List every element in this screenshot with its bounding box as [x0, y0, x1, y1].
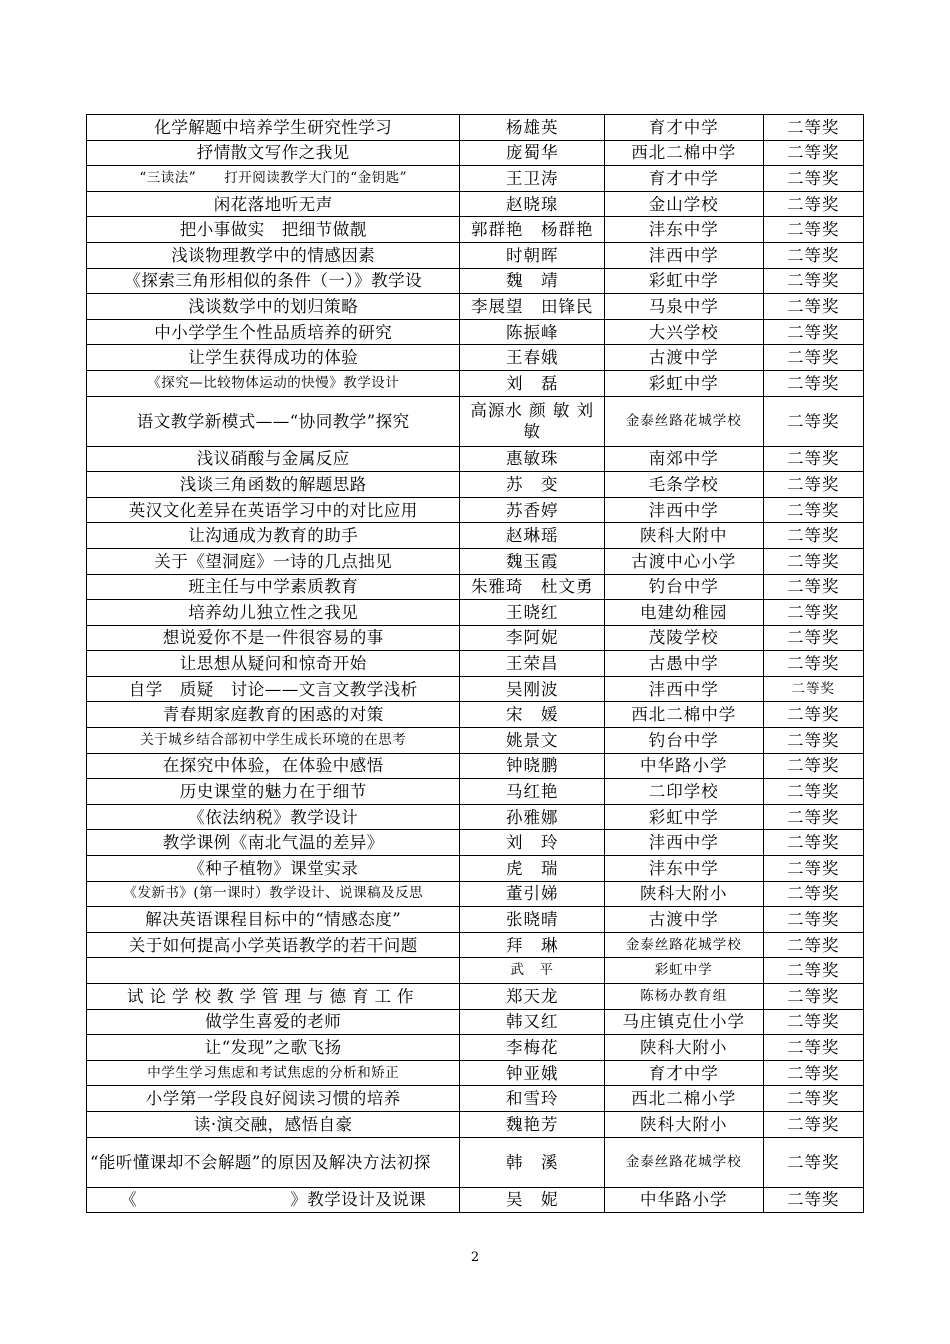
cell-school: 沣西中学 [604, 830, 763, 856]
cell-author: 惠敏珠 [460, 446, 605, 472]
table-row [87, 728, 864, 754]
cell-title: 做学生喜爱的老师 [87, 1009, 460, 1035]
cell-title: 解决英语课程目标中的“情感态度” [87, 907, 460, 933]
cell-award: 二等奖 [763, 574, 863, 600]
cell-award: 二等奖 [763, 1060, 863, 1086]
cell-author: 王春娥 [460, 345, 605, 371]
cell-award: 二等奖 [763, 600, 863, 626]
cell-author: 韩 溪 [460, 1137, 605, 1187]
cell-school: 陕科大附中 [604, 523, 763, 549]
cell-title: 浅谈三角函数的解题思路 [87, 472, 460, 498]
cell-author: 张晓晴 [460, 907, 605, 933]
cell-author: 庞蜀华 [460, 140, 605, 166]
cell-school: 沣西中学 [604, 242, 763, 268]
cell-award: 二等奖 [763, 370, 863, 396]
cell-author: 姚景文 [460, 728, 605, 754]
cell-school: 育才中学 [604, 166, 763, 192]
cell-award: 二等奖 [763, 396, 863, 446]
cell-title [87, 958, 460, 984]
cell-school: 陕科大附小 [604, 1035, 763, 1061]
table-row [87, 472, 864, 498]
cell-school: 马庄镇克仕小学 [604, 1009, 763, 1035]
table-row [87, 753, 864, 779]
cell-award: 二等奖 [763, 548, 863, 574]
cell-title: 浅谈物理教学中的情感因素 [87, 242, 460, 268]
cell-author: 刘 玲 [460, 830, 605, 856]
cell-school: 彩虹中学 [604, 804, 763, 830]
table-row [87, 1111, 864, 1137]
cell-title: 自学 质疑 讨论——文言文教学浅析 [87, 676, 460, 702]
cell-award: 二等奖 [763, 523, 863, 549]
cell-title: 《探索三角形相似的条件（一）》教学设 [87, 268, 460, 294]
cell-school: 大兴学校 [604, 319, 763, 345]
cell-school: 彩虹中学 [604, 370, 763, 396]
table-row [87, 191, 864, 217]
cell-school: 金山学校 [604, 191, 763, 217]
cell-title: 《探究—比较物体运动的快慢》教学设计 [87, 370, 460, 396]
cell-title: 语文教学新模式——“协同教学”探究 [87, 396, 460, 446]
cell-award: 二等奖 [763, 1035, 863, 1061]
cell-title: 让沟通成为教育的助手 [87, 523, 460, 549]
cell-school: 西北二棉中学 [604, 140, 763, 166]
cell-author: 王卫涛 [460, 166, 605, 192]
cell-school: 陕科大附小 [604, 1111, 763, 1137]
table-row [87, 548, 864, 574]
cell-title: 关于如何提高小学英语教学的若干问题 [87, 932, 460, 958]
cell-author: 马红艳 [460, 779, 605, 805]
cell-author: 赵琳瑶 [460, 523, 605, 549]
table-row [87, 523, 864, 549]
table-row [87, 166, 864, 192]
cell-school: 育才中学 [604, 115, 763, 141]
cell-award: 二等奖 [763, 242, 863, 268]
cell-author: 魏 靖 [460, 268, 605, 294]
cell-school: 金泰丝路花城学校 [604, 932, 763, 958]
cell-award: 二等奖 [763, 881, 863, 907]
cell-title: 《 》教学设计及说课 [87, 1187, 460, 1213]
table-row [87, 600, 864, 626]
cell-award: 二等奖 [763, 472, 863, 498]
page-number: 2 [470, 1250, 480, 1265]
cell-author: 时朝晖 [460, 242, 605, 268]
cell-award: 二等奖 [763, 676, 863, 702]
cell-title: 《种子植物》课堂实录 [87, 856, 460, 882]
cell-award: 二等奖 [763, 753, 863, 779]
cell-author: 王荣昌 [460, 651, 605, 677]
cell-title: 关于《望洞庭》一诗的几点拙见 [87, 548, 460, 574]
cell-award: 二等奖 [763, 1086, 863, 1112]
cell-author: 苏香婷 [460, 497, 605, 523]
cell-author: 陈振峰 [460, 319, 605, 345]
cell-author: 高源水 颜 敏 刘 敏 [460, 396, 605, 446]
cell-author: 吴 妮 [460, 1187, 605, 1213]
cell-title: 浅谈数学中的划归策略 [87, 294, 460, 320]
cell-award: 二等奖 [763, 294, 863, 320]
cell-author: 杨雄英 [460, 115, 605, 141]
cell-author: 虎 瑞 [460, 856, 605, 882]
cell-school: 陈杨办教育组 [604, 984, 763, 1010]
cell-school: 古渡中心小学 [604, 548, 763, 574]
table-row [87, 984, 864, 1010]
cell-title: 教学课例《南北气温的差异》 [87, 830, 460, 856]
cell-author: 郑天龙 [460, 984, 605, 1010]
cell-award: 二等奖 [763, 166, 863, 192]
cell-award: 二等奖 [763, 345, 863, 371]
cell-award: 二等奖 [763, 856, 863, 882]
cell-title: 让学生获得成功的体验 [87, 345, 460, 371]
cell-title: “三读法” 打开阅读教学大门的“金钥匙” [87, 166, 460, 192]
cell-school: 金泰丝路花城学校 [604, 1137, 763, 1187]
cell-author: 郭群艳 杨群艳 [460, 217, 605, 243]
cell-school: 沣东中学 [604, 217, 763, 243]
cell-school: 二印学校 [604, 779, 763, 805]
table-row [87, 881, 864, 907]
cell-school: 钓台中学 [604, 728, 763, 754]
cell-school: 茂陵学校 [604, 625, 763, 651]
table-row [87, 907, 864, 933]
table-row [87, 574, 864, 600]
cell-award: 二等奖 [763, 830, 863, 856]
cell-author: 钟晓鹏 [460, 753, 605, 779]
cell-award: 二等奖 [763, 958, 863, 984]
cell-title: 班主任与中学素质教育 [87, 574, 460, 600]
cell-school: 西北二棉小学 [604, 1086, 763, 1112]
cell-title: 浅议硝酸与金属反应 [87, 446, 460, 472]
table-row [87, 217, 864, 243]
table-row [87, 345, 864, 371]
cell-school: 电建幼稚园 [604, 600, 763, 626]
cell-award: 二等奖 [763, 728, 863, 754]
cell-award: 二等奖 [763, 907, 863, 933]
cell-school: 中华路小学 [604, 753, 763, 779]
cell-author: 朱雅琦 杜文勇 [460, 574, 605, 600]
cell-title: 在探究中体验，在体验中感悟 [87, 753, 460, 779]
table-row [87, 625, 864, 651]
cell-title: 《发新书》(第一课时）教学设计、说课稿及反思 [87, 881, 460, 907]
table-row [87, 676, 864, 702]
cell-title: 读·演交融，感悟自豪 [87, 1111, 460, 1137]
cell-author: 钟亚娥 [460, 1060, 605, 1086]
table-row [87, 651, 864, 677]
cell-author: 李梅花 [460, 1035, 605, 1061]
cell-school: 钓台中学 [604, 574, 763, 600]
table-row [87, 856, 864, 882]
cell-title: 培养幼儿独立性之我见 [87, 600, 460, 626]
cell-award: 二等奖 [763, 217, 863, 243]
cell-award: 二等奖 [763, 702, 863, 728]
table-row [87, 779, 864, 805]
cell-award: 二等奖 [763, 1009, 863, 1035]
cell-school: 马泉中学 [604, 294, 763, 320]
table-row [87, 497, 864, 523]
cell-award: 二等奖 [763, 268, 863, 294]
cell-author: 苏 变 [460, 472, 605, 498]
cell-school: 古渡中学 [604, 345, 763, 371]
cell-author: 赵晓瑔 [460, 191, 605, 217]
table-row [87, 140, 864, 166]
table-row [87, 932, 864, 958]
cell-title: 让“发现”之歌飞扬 [87, 1035, 460, 1061]
cell-title: 让思想从疑问和惊奇开始 [87, 651, 460, 677]
table-row [87, 115, 864, 141]
cell-author: 孙雅娜 [460, 804, 605, 830]
cell-school: 育才中学 [604, 1060, 763, 1086]
cell-award: 二等奖 [763, 191, 863, 217]
cell-title: 关于城乡结合部初中学生成长环境的在思考 [87, 728, 460, 754]
awards-table-body [87, 115, 864, 1213]
cell-school: 金泰丝路花城学校 [604, 396, 763, 446]
cell-title: 闲花落地听无声 [87, 191, 460, 217]
cell-title: 试论学校教学管理与德育工作 [87, 984, 460, 1010]
cell-school: 南郊中学 [604, 446, 763, 472]
cell-title: 化学解题中培养学生研究性学习 [87, 115, 460, 141]
cell-school: 西北二棉中学 [604, 702, 763, 728]
table-row [87, 1187, 864, 1213]
table-row [87, 396, 864, 446]
cell-title: 把小事做实 把细节做靓 [87, 217, 460, 243]
cell-school: 彩虹中学 [604, 268, 763, 294]
table-row [87, 1137, 864, 1187]
table-row [87, 319, 864, 345]
cell-award: 二等奖 [763, 1187, 863, 1213]
cell-title: 中学生学习焦虑和考试焦虑的分析和矫正 [87, 1060, 460, 1086]
cell-school: 陕科大附小 [604, 881, 763, 907]
cell-author: 韩又红 [460, 1009, 605, 1035]
cell-school: 中华路小学 [604, 1187, 763, 1213]
cell-school: 沣西中学 [604, 676, 763, 702]
cell-title: 想说爱你不是一件很容易的事 [87, 625, 460, 651]
table-row [87, 268, 864, 294]
table-row [87, 446, 864, 472]
cell-award: 二等奖 [763, 319, 863, 345]
table-row [87, 294, 864, 320]
cell-title: 小学第一学段良好阅读习惯的培养 [87, 1086, 460, 1112]
cell-school: 古愚中学 [604, 651, 763, 677]
cell-award: 二等奖 [763, 1111, 863, 1137]
cell-title: “能听懂课却不会解题”的原因及解决方法初探 [87, 1137, 460, 1187]
cell-award: 二等奖 [763, 651, 863, 677]
cell-author: 和雪玲 [460, 1086, 605, 1112]
cell-author: 宋 媛 [460, 702, 605, 728]
awards-table [86, 114, 864, 1213]
cell-title: 历史课堂的魅力在于细节 [87, 779, 460, 805]
table-row [87, 804, 864, 830]
cell-award: 二等奖 [763, 446, 863, 472]
cell-school: 沣西中学 [604, 497, 763, 523]
cell-award: 二等奖 [763, 1137, 863, 1187]
cell-author: 武 平 [460, 958, 605, 984]
cell-title: 中小学学生个性品质培养的研究 [87, 319, 460, 345]
cell-award: 二等奖 [763, 497, 863, 523]
cell-title: 青春期家庭教育的困惑的对策 [87, 702, 460, 728]
cell-author: 魏玉霞 [460, 548, 605, 574]
cell-author: 李阿妮 [460, 625, 605, 651]
cell-award: 二等奖 [763, 984, 863, 1010]
cell-award: 二等奖 [763, 932, 863, 958]
cell-award: 二等奖 [763, 140, 863, 166]
table-row [87, 1086, 864, 1112]
table-row [87, 1009, 864, 1035]
table-row [87, 830, 864, 856]
cell-title: 抒情散文写作之我见 [87, 140, 460, 166]
table-row [87, 1060, 864, 1086]
table-row [87, 958, 864, 984]
cell-author: 刘 磊 [460, 370, 605, 396]
cell-award: 二等奖 [763, 779, 863, 805]
cell-school: 沣东中学 [604, 856, 763, 882]
cell-award: 二等奖 [763, 804, 863, 830]
cell-school: 古渡中学 [604, 907, 763, 933]
cell-title: 英汉文化差异在英语学习中的对比应用 [87, 497, 460, 523]
cell-school: 毛条学校 [604, 472, 763, 498]
cell-award: 二等奖 [763, 625, 863, 651]
cell-author: 王晓红 [460, 600, 605, 626]
cell-title: 《依法纳税》教学设计 [87, 804, 460, 830]
cell-author: 拜 琳 [460, 932, 605, 958]
table-row [87, 370, 864, 396]
table-row [87, 1035, 864, 1061]
cell-author: 董引娣 [460, 881, 605, 907]
cell-author: 李展望 田锋民 [460, 294, 605, 320]
cell-award: 二等奖 [763, 115, 863, 141]
cell-author: 吴刚波 [460, 676, 605, 702]
cell-author: 魏艳芳 [460, 1111, 605, 1137]
table-row [87, 702, 864, 728]
cell-school: 彩虹中学 [604, 958, 763, 984]
table-row [87, 242, 864, 268]
